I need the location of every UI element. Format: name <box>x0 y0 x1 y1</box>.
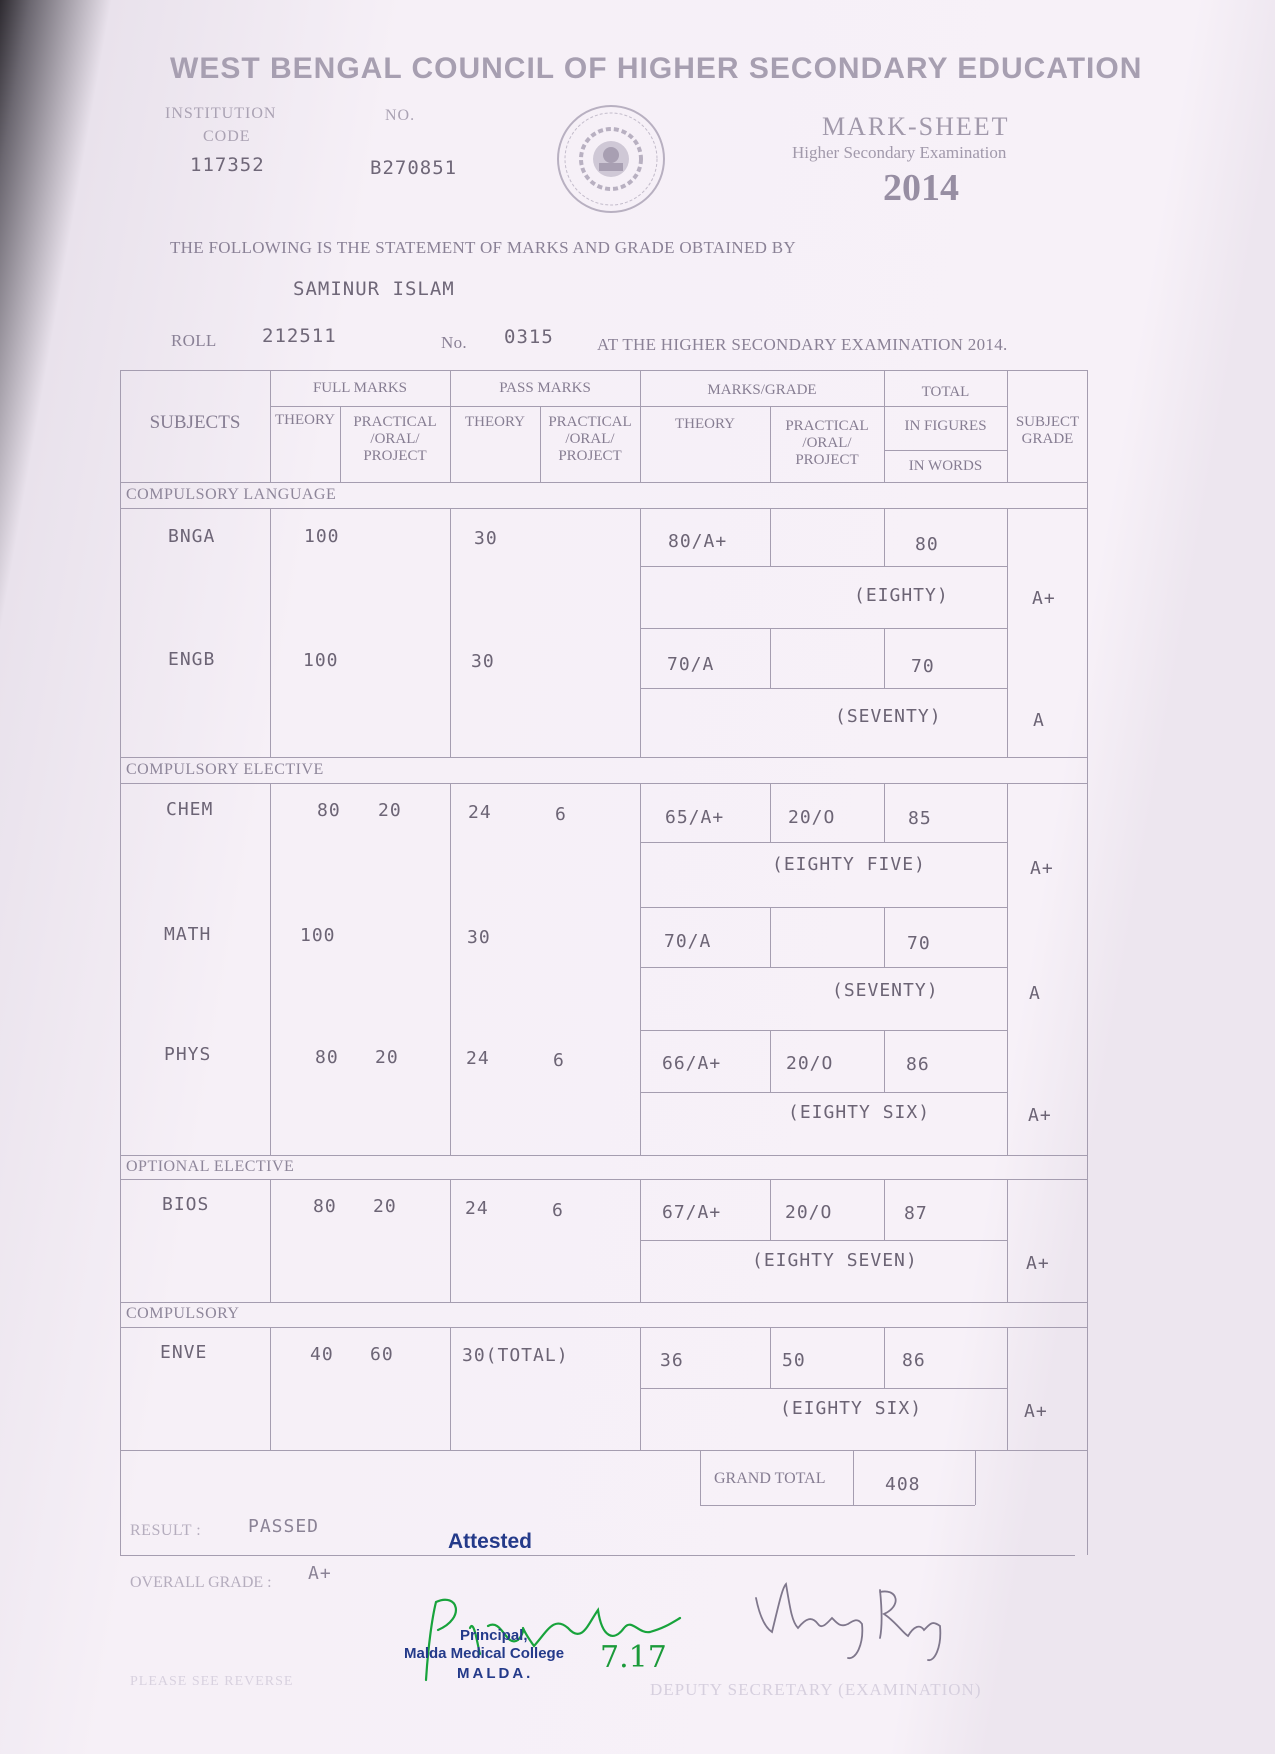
section-compulsory-elective: COMPULSORY ELECTIVE <box>126 761 324 778</box>
institution-code: 117352 <box>190 154 265 176</box>
pass-practical-header: PRACTICAL /ORAL/ PROJECT <box>548 414 632 464</box>
full-theory: 80 <box>315 1047 339 1068</box>
total-figures: 70 <box>911 656 935 677</box>
total-words: (SEVENTY) <box>832 980 939 1001</box>
marks-practical-header: PRACTICAL /ORAL/ PROJECT <box>785 418 869 468</box>
roll-value: 212511 <box>262 325 337 347</box>
marks-theory-header: THEORY <box>675 416 735 432</box>
full-practical: 20 <box>373 1196 397 1217</box>
total-words: (SEVENTY) <box>835 706 942 727</box>
exam-line: AT THE HIGHER SECONDARY EXAMINATION 2014. <box>597 335 1008 354</box>
subject-grade: A+ <box>1032 588 1056 609</box>
roll-no-value: 0315 <box>504 326 554 348</box>
exam-name: Higher Secondary Examination <box>792 143 1007 162</box>
deputy-secretary: DEPUTY SECRETARY (EXAMINATION) <box>650 1680 982 1699</box>
full-theory: 100 <box>300 925 336 946</box>
pass-theory: 30 <box>471 651 495 672</box>
in-figures-header: IN FIGURES <box>904 418 987 434</box>
total-figures: 85 <box>908 808 932 829</box>
subject-grade: A+ <box>1030 858 1054 879</box>
serial-number: B270851 <box>370 157 458 179</box>
principal-title: Principal, <box>460 1627 528 1644</box>
theory-marks: 65/A+ <box>665 807 725 828</box>
subject-grade: A <box>1029 983 1041 1004</box>
full-theory: 80 <box>313 1196 337 1217</box>
full-theory: 100 <box>303 650 339 671</box>
in-words-header: IN WORDS <box>908 458 983 474</box>
total-words: (EIGHTY SIX) <box>788 1102 931 1123</box>
total-figures: 87 <box>904 1203 928 1224</box>
no-label: NO. <box>385 107 416 124</box>
result-value: PASSED <box>248 1516 320 1537</box>
theory-marks: 66/A+ <box>662 1053 722 1074</box>
total-words: (EIGHTY SEVEN) <box>752 1250 918 1271</box>
roll-no-label: No. <box>441 333 467 352</box>
deputy-signature-icon <box>752 1578 962 1668</box>
subject-grade: A+ <box>1024 1401 1048 1422</box>
subject-code: CHEM <box>166 799 214 820</box>
total-words: (EIGHTY SIX) <box>780 1398 923 1419</box>
full-marks-header: FULL MARKS <box>312 380 408 396</box>
practical-marks: 20/O <box>788 807 836 828</box>
college-name: Malda Medical College <box>404 1645 565 1662</box>
pass-practical: 6 <box>553 1050 565 1071</box>
theory-marks: 80/A+ <box>668 531 728 552</box>
total-figures: 70 <box>907 933 931 954</box>
overall-grade-label: OVERALL GRADE : <box>130 1574 272 1591</box>
full-theory: 80 <box>317 800 341 821</box>
total-words: (EIGHTY) <box>854 585 949 606</box>
institution-label: INSTITUTION <box>165 105 277 122</box>
subject-code: PHYS <box>164 1044 212 1065</box>
pass-theory: 30 <box>474 528 498 549</box>
grand-total-value: 408 <box>885 1474 921 1495</box>
practical-marks: 20/O <box>786 1053 834 1074</box>
attested-stamp: Attested <box>448 1530 533 1553</box>
total-figures: 86 <box>906 1054 930 1075</box>
pass-marks-header: PASS MARKS <box>499 380 591 396</box>
full-practical-header: PRACTICAL /ORAL/ PROJECT <box>353 414 437 464</box>
council-title: WEST BENGAL COUNCIL OF HIGHER SECONDARY EDUCATION <box>170 52 1143 85</box>
subject-code: MATH <box>164 924 212 945</box>
council-seal-icon <box>555 103 667 215</box>
college-city: MALDA. <box>457 1665 534 1682</box>
grand-total-label: GRAND TOTAL <box>714 1470 826 1487</box>
subject-code: ENVE <box>160 1342 208 1363</box>
full-theory: 40 <box>310 1344 334 1365</box>
full-theory: 100 <box>304 526 340 547</box>
result-label: RESULT : <box>130 1522 202 1539</box>
subject-grade: A+ <box>1026 1253 1050 1274</box>
overall-grade-value: A+ <box>308 1563 332 1584</box>
full-practical: 20 <box>378 800 402 821</box>
total-figures: 80 <box>915 534 939 555</box>
pass-theory: 24 <box>466 1048 490 1069</box>
subject-grade: A <box>1033 710 1045 731</box>
subject-code: BNGA <box>168 526 216 547</box>
marks-grade-header: MARKS/GRADE <box>707 382 817 398</box>
pass-theory: 30(TOTAL) <box>462 1345 569 1366</box>
theory-marks: 67/A+ <box>662 1202 722 1223</box>
pass-theory-header: THEORY <box>465 414 525 430</box>
roll-label: ROLL <box>171 331 217 350</box>
practical-marks: 50 <box>782 1350 806 1371</box>
theory-marks: 70/A <box>664 931 712 952</box>
subjects-header: SUBJECTS <box>149 412 241 433</box>
subject-code: ENGB <box>168 649 216 670</box>
marksheet-title: MARK-SHEET <box>822 112 1010 141</box>
subject-code: BIOS <box>162 1194 210 1215</box>
theory-marks: 70/A <box>667 654 715 675</box>
attest-date: 7.17 <box>600 1640 667 1675</box>
total-words: (EIGHTY FIVE) <box>772 854 926 875</box>
total-header: TOTAL <box>921 384 970 400</box>
section-optional-elective: OPTIONAL ELECTIVE <box>126 1158 295 1175</box>
pass-theory: 24 <box>468 802 492 823</box>
full-practical: 60 <box>370 1344 394 1365</box>
pass-theory: 30 <box>467 927 491 948</box>
subject-grade-header: SUBJECT GRADE <box>1015 414 1080 447</box>
student-name: SAMINUR ISLAM <box>293 278 455 300</box>
code-label: CODE <box>203 128 251 145</box>
section-compulsory: COMPULSORY <box>126 1305 240 1322</box>
full-theory-header: THEORY <box>275 412 335 428</box>
statement-intro: THE FOLLOWING IS THE STATEMENT OF MARKS AND GRADE OBTAINED BY <box>170 238 796 257</box>
theory-marks: 36 <box>660 1350 684 1371</box>
please-see-reverse: PLEASE SEE REVERSE <box>130 1674 294 1689</box>
subject-grade: A+ <box>1028 1105 1052 1126</box>
marks-table <box>120 370 1088 1555</box>
total-figures: 86 <box>902 1350 926 1371</box>
full-practical: 20 <box>375 1047 399 1068</box>
exam-year: 2014 <box>883 167 959 209</box>
pass-practical: 6 <box>552 1200 564 1221</box>
practical-marks: 20/O <box>785 1202 833 1223</box>
pass-theory: 24 <box>465 1198 489 1219</box>
section-compulsory-language: COMPULSORY LANGUAGE <box>126 486 337 503</box>
pass-practical: 6 <box>555 804 567 825</box>
